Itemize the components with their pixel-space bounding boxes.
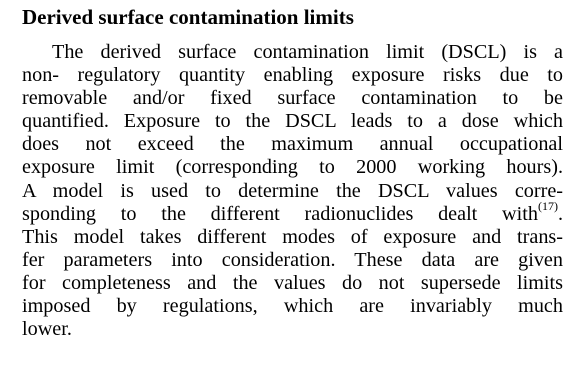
paragraph-line: quantified. Exposure to the DSCL leads to a dose which: [22, 110, 563, 133]
paragraph-line: This model takes different modes of exposure and trans-: [22, 225, 563, 248]
paragraph-line: non- regulatory quantity enabling exposure risks due to: [22, 64, 563, 87]
paragraph-line: lower.: [22, 318, 72, 341]
paragraph-line-with-citation: [22, 198, 563, 226]
paragraph-line: does not exceed the maximum annual occupational: [22, 133, 563, 156]
citation-marker: (17): [537, 198, 558, 213]
body-paragraph: [22, 41, 563, 341]
line-end-period: .: [557, 202, 563, 225]
paragraph-line-text: sponding to the different radionuclides dealt with: [22, 202, 538, 225]
paragraph-line: for completeness and the values do not supersede limits: [22, 271, 563, 294]
paragraph-line: imposed by regulations, which are invariably much: [22, 295, 563, 318]
paragraph-line: removable and/or fixed surface contamination to be: [22, 87, 563, 110]
paragraph-line: The derived surface contamination limit (DSCL) is a: [52, 41, 563, 63]
section-heading: Derived surface contamination limits: [22, 5, 354, 29]
paragraph-line: exposure limit (corresponding to 2000 working hours).: [22, 156, 563, 179]
paragraph-line: fer parameters into consideration. These data are given: [22, 248, 563, 271]
paragraph-line: A model is used to determine the DSCL values corre-: [22, 179, 563, 202]
